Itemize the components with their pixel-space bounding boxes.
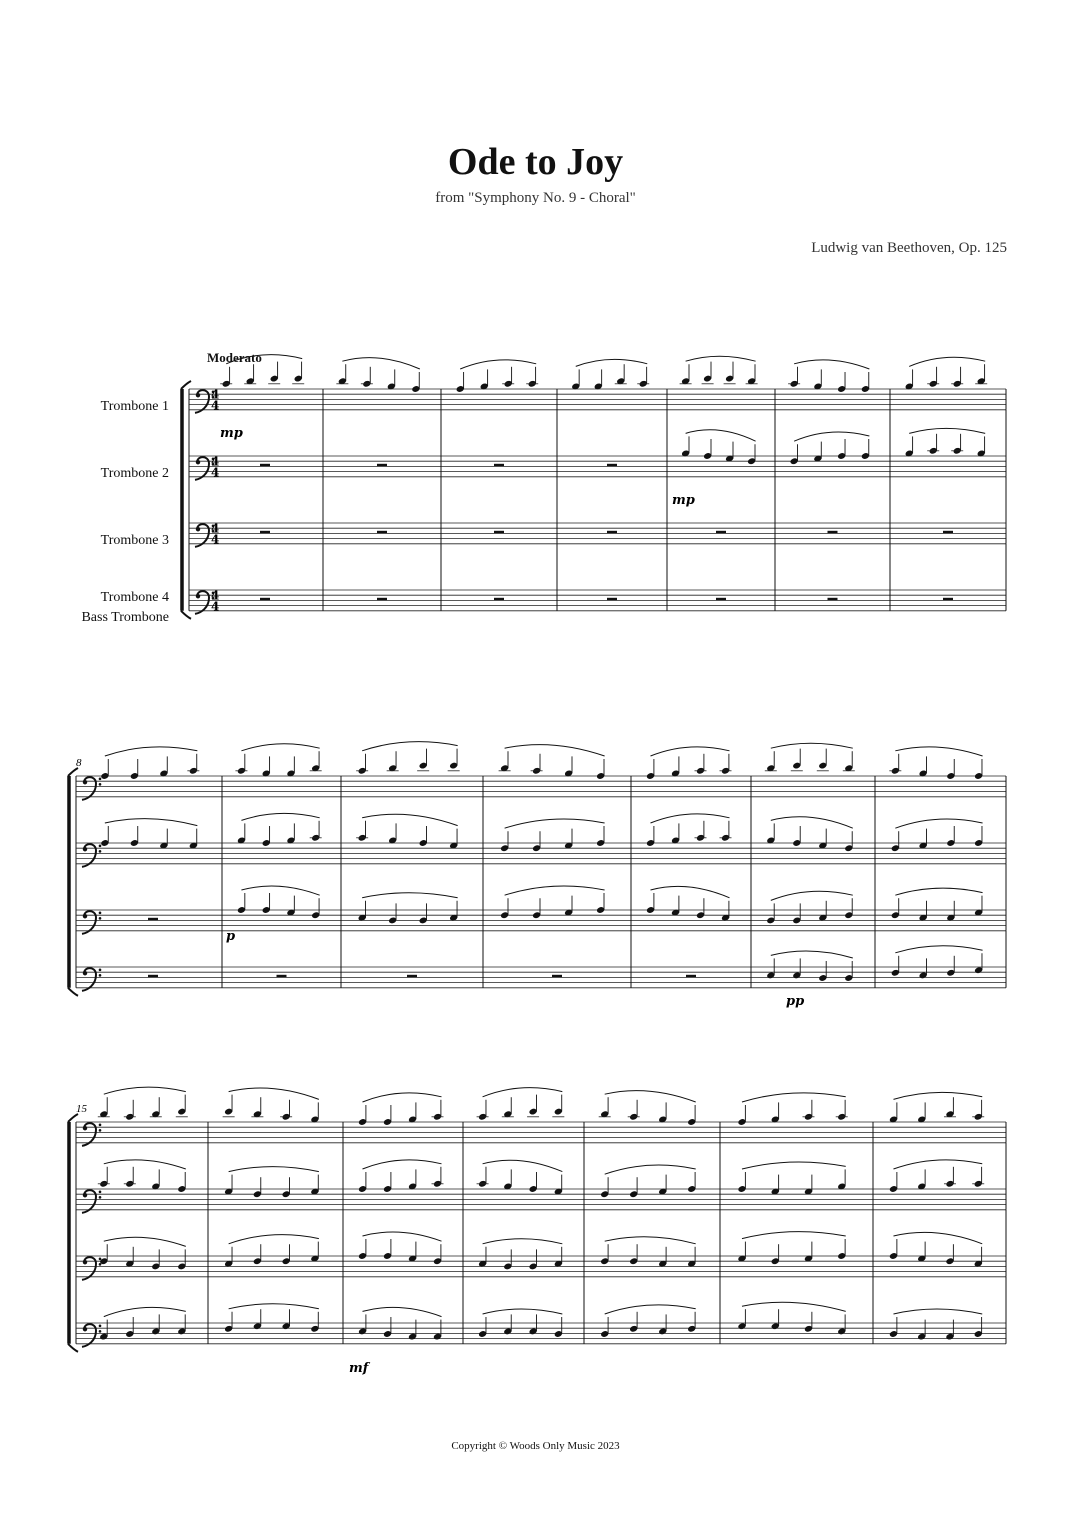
slur [794, 432, 869, 441]
half-rest [407, 975, 417, 978]
slur [893, 1160, 982, 1169]
part-label-trombone-1: Trombone 1 [100, 399, 169, 414]
bass-clef-dot [99, 1124, 102, 1127]
slur [909, 357, 985, 366]
slur [363, 1232, 442, 1241]
slur [742, 1302, 846, 1311]
half-rest [943, 598, 953, 601]
slur [226, 355, 302, 364]
bass-clef-dot [99, 845, 102, 848]
dynamic-mark: p [226, 929, 236, 944]
slur [483, 1309, 563, 1314]
slur [229, 1235, 319, 1244]
slur [104, 1307, 186, 1316]
half-rest [494, 598, 504, 601]
part-label-trombone-2: Trombone 2 [100, 466, 169, 481]
slur [895, 888, 982, 895]
slur [651, 814, 730, 823]
bracket-bottom-hook [68, 1344, 78, 1352]
bass-clef-dot [99, 1191, 102, 1194]
time-signature-top: 4 [211, 588, 220, 603]
bass-clef-dot [99, 1129, 102, 1132]
bass-clef-dot [196, 460, 200, 464]
half-rest [828, 531, 838, 534]
measure-number: 8 [76, 757, 82, 769]
half-rest [148, 975, 158, 978]
bracket-top-hook [181, 381, 191, 389]
bass-clef-dot [99, 1196, 102, 1199]
part-label-bass-trombone: Bass Trombone [81, 610, 169, 625]
slur [605, 1305, 696, 1314]
slur [362, 742, 458, 751]
score-subtitle: from "Symphony No. 9 - Choral" [435, 190, 636, 206]
bass-clef-dot [83, 1260, 87, 1264]
slur [460, 360, 536, 369]
slur [651, 886, 730, 897]
half-rest [716, 531, 726, 534]
slur [104, 1237, 186, 1246]
slur [229, 1088, 319, 1099]
slur [893, 1092, 982, 1099]
part-label-trombone-4-line1: Trombone 4 [100, 590, 169, 605]
bracket-top-hook [68, 1114, 78, 1122]
dynamic-mark: mp [672, 493, 695, 508]
slur [483, 1160, 563, 1171]
bass-clef-dot [99, 850, 102, 853]
bass-clef-dot [99, 1330, 102, 1333]
slur [686, 356, 756, 361]
half-rest [943, 531, 953, 534]
slur [104, 1160, 186, 1169]
slur [771, 951, 853, 958]
time-signature-top: 4 [211, 387, 220, 402]
half-rest [716, 598, 726, 601]
slur [241, 813, 319, 820]
bass-clef-dot [99, 1325, 102, 1328]
slur [893, 1309, 982, 1314]
time-signature-top: 4 [211, 454, 220, 469]
bracket-top-hook [68, 768, 78, 776]
bass-clef-dot [196, 393, 200, 397]
slur [483, 1088, 563, 1097]
bass-clef-dot [99, 917, 102, 920]
slur [505, 886, 605, 895]
slur [104, 1087, 186, 1094]
half-rest [377, 531, 387, 534]
slur [771, 743, 853, 748]
half-rest [377, 464, 387, 467]
time-signature-bottom: 4 [211, 532, 220, 547]
bass-clef-dot [196, 594, 200, 598]
slur [363, 1160, 442, 1169]
bracket-bottom-hook [181, 611, 191, 619]
slur [342, 358, 420, 369]
bass-clef-dot [83, 1193, 87, 1197]
half-rest [607, 531, 617, 534]
dynamic-mark: mp [220, 426, 243, 441]
half-rest [607, 598, 617, 601]
slur [105, 747, 198, 756]
half-rest [260, 531, 270, 534]
half-rest [277, 975, 287, 978]
half-rest [260, 598, 270, 601]
bass-clef-dot [99, 969, 102, 972]
bracket-bottom-hook [68, 988, 78, 996]
bass-clef-dot [83, 1126, 87, 1130]
slur [895, 946, 982, 953]
half-rest [260, 464, 270, 467]
slur [576, 359, 648, 366]
slur [771, 817, 853, 828]
copyright-notice: Copyright © Woods Only Music 2023 [451, 1440, 620, 1452]
slur [895, 819, 982, 828]
slur [105, 819, 198, 826]
score-title: Ode to Joy [447, 141, 624, 183]
slur [229, 1304, 319, 1309]
bass-clef-dot [99, 912, 102, 915]
tempo-marking: Moderato [207, 350, 262, 365]
measure-number: 15 [76, 1103, 87, 1115]
slur [363, 1307, 442, 1316]
slur [605, 1237, 696, 1244]
slur [229, 1167, 319, 1172]
slur [895, 747, 982, 756]
half-rest [377, 598, 387, 601]
half-rest [148, 918, 158, 921]
slur [742, 1232, 846, 1239]
slur [794, 360, 869, 369]
bass-clef-dot [99, 778, 102, 781]
slur [771, 891, 853, 900]
slur [742, 1162, 846, 1169]
bass-clef-dot [99, 783, 102, 786]
half-rest [607, 464, 617, 467]
slur [909, 428, 985, 433]
bass-clef-dot [83, 971, 87, 975]
dynamic-mark: mf [349, 1361, 369, 1376]
bass-clef-dot [83, 847, 87, 851]
slur [483, 1239, 563, 1244]
time-signature-bottom: 4 [211, 398, 220, 413]
slur [241, 886, 319, 895]
slur [651, 747, 730, 756]
composer-credit: Ludwig van Beethoven, Op. 125 [811, 240, 1007, 256]
bass-clef-dot [196, 527, 200, 531]
half-rest [828, 598, 838, 601]
slur [605, 1091, 696, 1102]
time-signature-bottom: 4 [211, 465, 220, 480]
part-label-trombone-3: Trombone 3 [100, 533, 169, 548]
bass-clef-dot [99, 974, 102, 977]
bass-clef-dot [83, 1327, 87, 1331]
half-rest [686, 975, 696, 978]
slur [362, 893, 458, 898]
time-signature-top: 4 [211, 521, 220, 536]
bass-clef-dot [83, 780, 87, 784]
slur [241, 744, 319, 751]
slur [505, 745, 605, 756]
bass-clef-dot [83, 914, 87, 918]
half-rest [552, 975, 562, 978]
slur [605, 1165, 696, 1174]
half-rest [494, 531, 504, 534]
slur [742, 1093, 846, 1102]
slur [893, 1232, 982, 1243]
bass-clef-dot [99, 1258, 102, 1261]
slur [686, 430, 756, 441]
slur [505, 819, 605, 828]
slur [362, 814, 458, 825]
half-rest [494, 464, 504, 467]
slur [363, 1093, 442, 1102]
dynamic-mark: pp [786, 994, 805, 1009]
time-signature-bottom: 4 [211, 599, 220, 614]
